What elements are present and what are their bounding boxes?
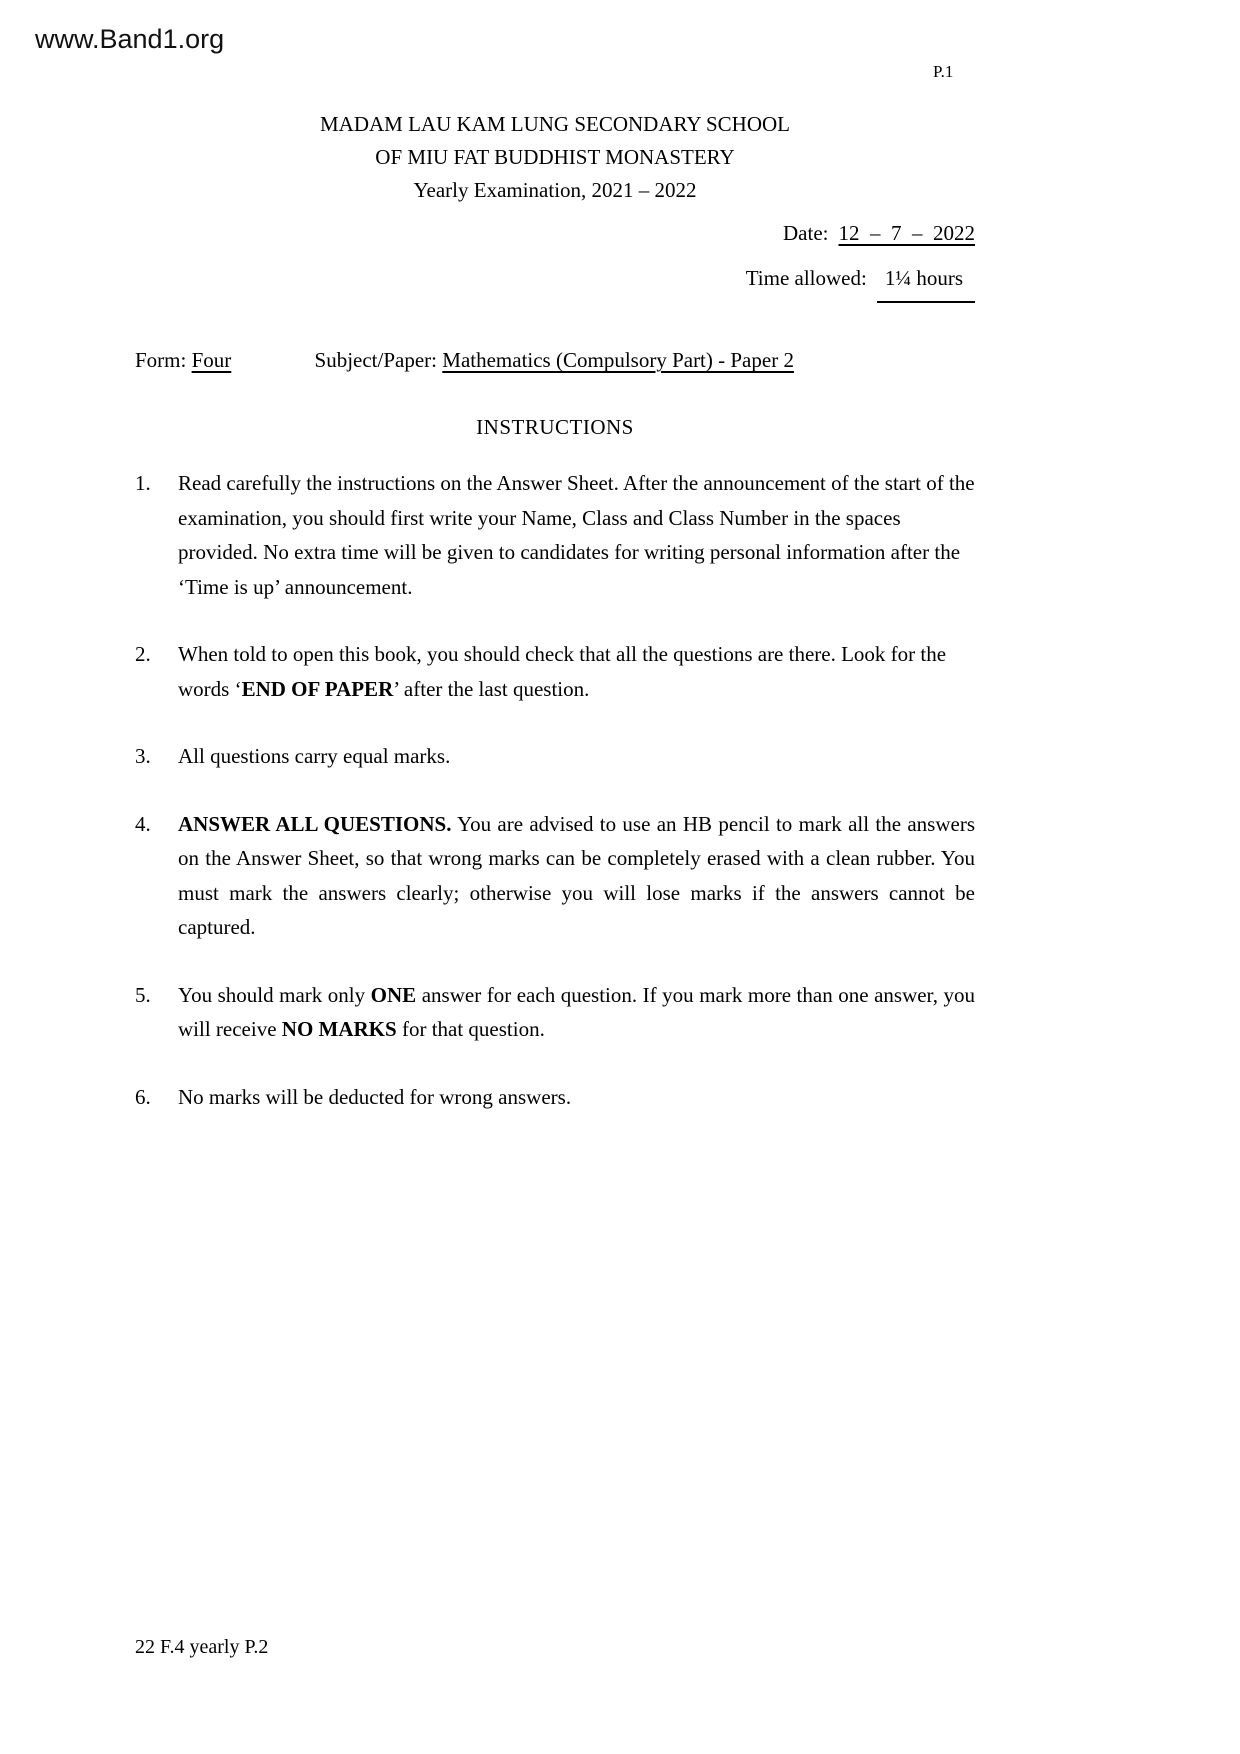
instruction-text (178, 807, 975, 945)
instructions-list (135, 466, 975, 1114)
subject-value: Mathematics (Compulsory Part) - Paper 2 (442, 348, 794, 372)
form-value: Four (191, 348, 232, 372)
instruction-number: 4. (135, 811, 151, 836)
instruction-item-2 (135, 637, 975, 706)
instruction-text-bold-segment: ONE (370, 982, 417, 1007)
page-content (135, 0, 975, 1147)
subject-label: Subject/Paper: (314, 348, 438, 372)
instructions-title: INSTRUCTIONS (476, 415, 634, 439)
school-name-line2: OF MIU FAT BUDDHIST MONASTERY (375, 145, 735, 169)
date-label: Date: (783, 221, 829, 245)
instruction-text-segment: answer for each question. If you mark more than one answer, you will receive (178, 982, 975, 1041)
instruction-text-segment: You are advised to use an HB pencil to mark all the answers on the Answer Sheet, so that wrong marks can be completely erased with a clean rubber. You must mark the answers clearly; otherwise you will lose marks if the answers cannot be captured. (178, 811, 975, 939)
instruction-text-segment: When told to open this book, you should check that all the questions are there. Look for the words ‘ (178, 642, 947, 701)
school-name-line1: MADAM LAU KAM LUNG SECONDARY SCHOOL (320, 112, 790, 136)
time-allowed-label: Time allowed: (745, 266, 867, 290)
page-number: P.1 (933, 62, 954, 81)
instruction-item-3 (135, 739, 975, 774)
instruction-text (178, 978, 975, 1047)
instruction-text-segment: ’ after the last question. (393, 676, 590, 701)
instruction-text-segment: All questions carry equal marks. (178, 744, 451, 768)
time-allowed-row (135, 262, 975, 303)
instruction-text-segment: No marks will be deducted for wrong answers. (178, 1084, 572, 1109)
instruction-text-segment: Read carefully the instructions on the Answer Sheet. After the announcement of the start of the examination, you should first write your Name, Class and Class Number in the spaces provided. No extra time will be given to candidates for writing personal information after the ‘Time is up’ announcement. (178, 471, 975, 599)
instruction-text-segment: You should mark only (178, 982, 371, 1007)
form-label: Form: (135, 348, 187, 372)
footer-reference: 22 F.4 yearly P.2 (135, 1636, 269, 1658)
instruction-text (178, 1080, 975, 1115)
instruction-text (178, 466, 975, 604)
instruction-text (178, 637, 975, 706)
instruction-number: 2. (135, 642, 151, 666)
instruction-text-segment: for that question. (396, 1017, 545, 1041)
instruction-text-bold-segment: ANSWER ALL QUESTIONS. (178, 811, 452, 836)
instruction-item-1 (135, 466, 975, 604)
instruction-text-bold-segment: NO MARKS (281, 1017, 397, 1041)
instruction-number: 5. (135, 982, 151, 1007)
time-allowed-value: 1¼ hours (877, 262, 975, 303)
instruction-item-4 (135, 807, 975, 945)
instruction-item-6 (135, 1080, 975, 1115)
form-subject-row (135, 343, 975, 377)
date-value: 12 – 7 – 2022 (838, 221, 975, 245)
site-watermark: www.Band1.org (35, 24, 225, 54)
date-row (135, 217, 975, 250)
instruction-number: 6. (135, 1084, 151, 1109)
instruction-text-bold-segment: END OF PAPER (241, 676, 394, 701)
instruction-item-5 (135, 978, 975, 1047)
exam-title: Yearly Examination, 2021 – 2022 (413, 178, 697, 202)
instruction-number: 3. (135, 744, 151, 768)
instruction-number: 1. (135, 471, 151, 495)
instruction-text (178, 739, 975, 774)
